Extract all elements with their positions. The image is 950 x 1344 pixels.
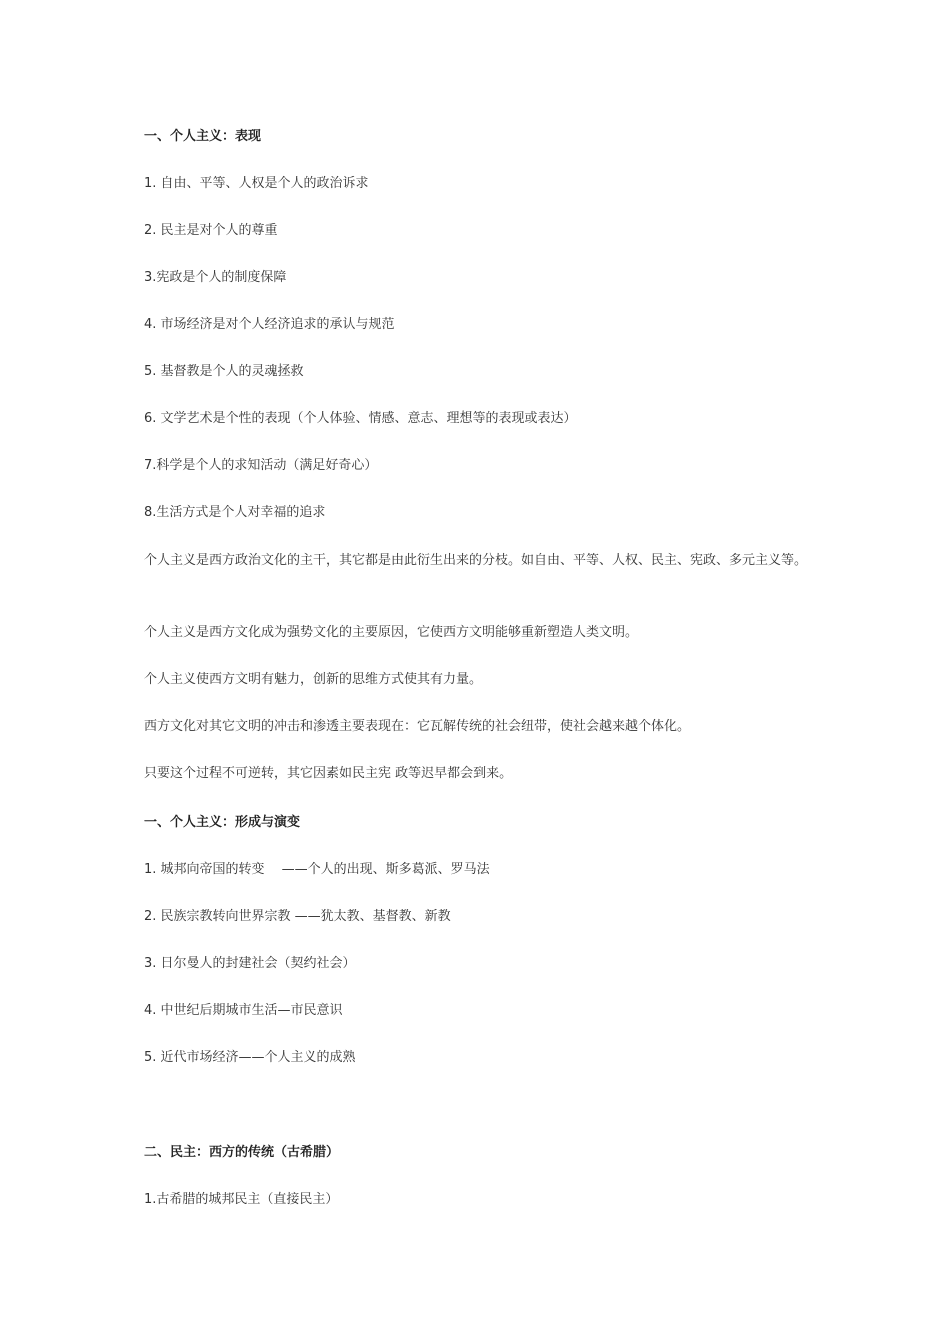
section-heading: 一、个人主义：表现 bbox=[144, 129, 262, 144]
paragraph: 个人主义使西方文明有魅力，创新的思维方式使其有力量。 bbox=[144, 672, 483, 687]
list-item: 4. 市场经济是对个人经济追求的承认与规范 bbox=[144, 317, 395, 332]
list-item: 3. 日尔曼人的封建社会（契约社会） bbox=[144, 956, 356, 971]
list-item: 7.科学是个人的求知活动（满足好奇心） bbox=[144, 458, 378, 473]
section-heading: 一、个人主义：形成与演变 bbox=[144, 815, 301, 830]
list-item: 5. 近代市场经济——个人主义的成熟 bbox=[144, 1050, 356, 1065]
section-heading: 二、民主：西方的传统（古希腊） bbox=[144, 1145, 340, 1160]
list-item: 1. 自由、平等、人权是个人的政治诉求 bbox=[144, 176, 369, 191]
list-item: 2. 民主是对个人的尊重 bbox=[144, 223, 278, 238]
list-item: 3.宪政是个人的制度保障 bbox=[144, 270, 287, 285]
paragraph: 个人主义是西方文化成为强势文化的主要原因，它使西方文明能够重新塑造人类文明。 bbox=[144, 625, 639, 640]
list-item: 6. 文学艺术是个性的表现（个人体验、情感、意志、理想等的表现或表达） bbox=[144, 411, 577, 426]
list-item: 4. 中世纪后期城市生活—市民意识 bbox=[144, 1003, 343, 1018]
paragraph: 只要这个过程不可逆转，其它因素如民主宪 政等迟早都会到来。 bbox=[144, 766, 513, 781]
list-item: 8.生活方式是个人对幸福的追求 bbox=[144, 505, 326, 520]
paragraph: 个人主义是西方政治文化的主干，其它都是由此衍生出来的分枝。如自由、平等、人权、民主、宪政、多元主义等。 bbox=[144, 553, 808, 568]
list-item: 1. 城邦向帝国的转变 ——个人的出现、斯多葛派、罗马法 bbox=[144, 862, 490, 877]
list-item: 5. 基督教是个人的灵魂拯救 bbox=[144, 364, 304, 379]
list-item: 1.古希腊的城邦民主（直接民主） bbox=[144, 1192, 339, 1207]
paragraph: 西方文化对其它文明的冲击和渗透主要表现在：它瓦解传统的社会纽带，使社会越来越个体化。 bbox=[144, 719, 691, 734]
list-item: 2. 民族宗教转向世界宗教 ——犹太教、基督教、新教 bbox=[144, 909, 451, 924]
